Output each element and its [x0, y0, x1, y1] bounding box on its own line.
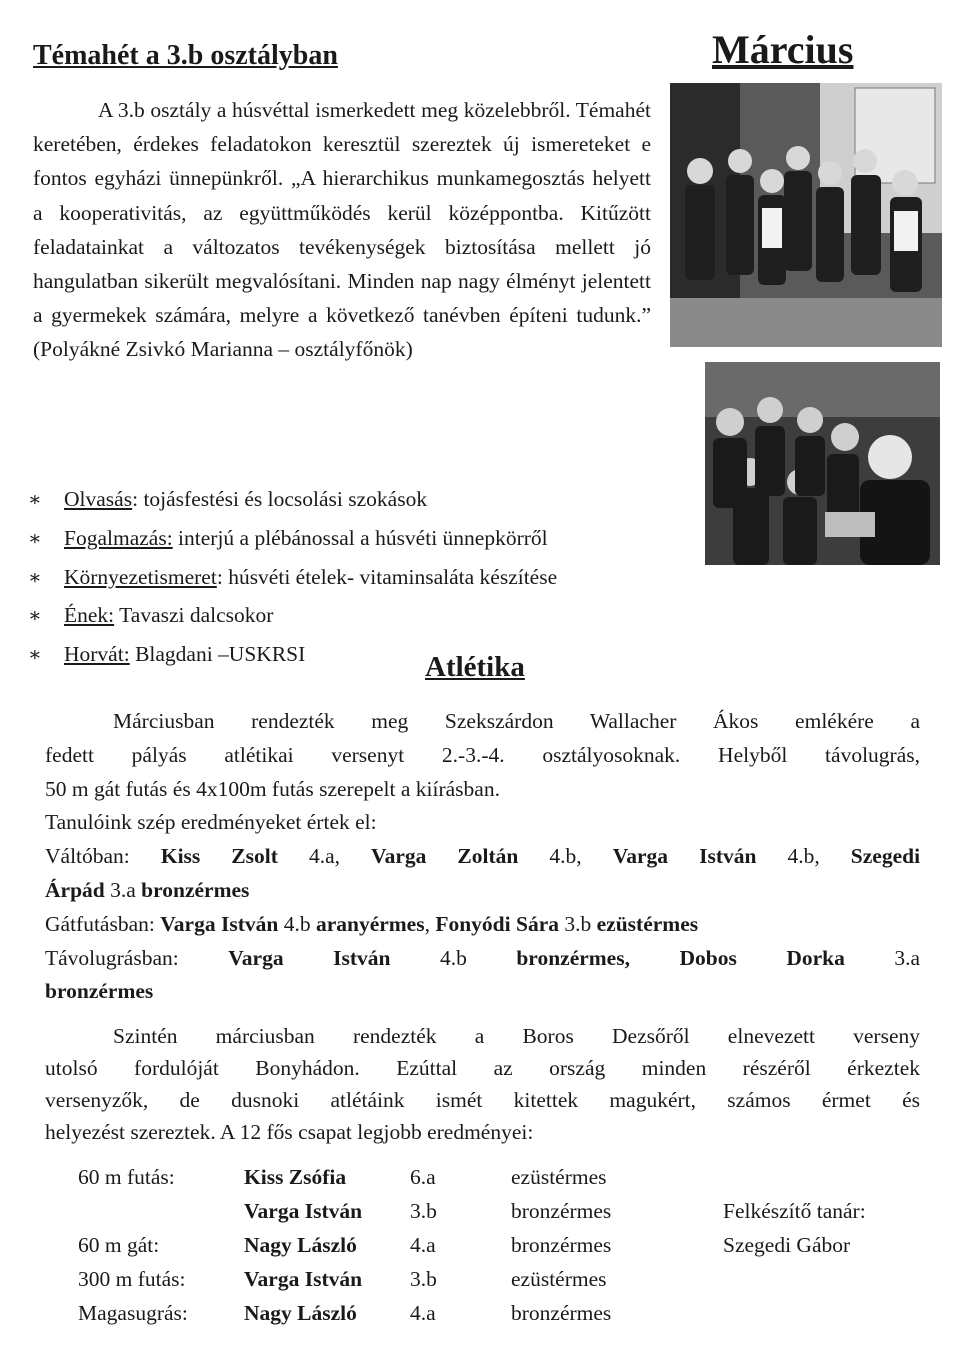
medal-label: aranyérmes — [315, 911, 425, 936]
subject-detail: interjú a plébánossal a húsvéti ünnepkörről — [172, 525, 548, 550]
subject-name: Olvasás — [64, 487, 133, 511]
class-cell: 6.a — [410, 1165, 436, 1189]
class-cell: 3.b — [410, 1199, 437, 1223]
event-label: Távolugrásban: — [45, 945, 179, 970]
athlete-cell: Nagy László — [244, 1301, 357, 1325]
class-label: 3.a — [894, 945, 921, 970]
athlete-name: Szegedi — [850, 844, 921, 869]
event-cell: Magasugrás: — [78, 1301, 188, 1325]
text-line: utolsó fordulóját Bonyhádon. Ezúttal az ország minden részéről érkeztek — [45, 1056, 920, 1080]
class-group-photo-graphic — [670, 83, 942, 347]
longjump-result-line — [45, 942, 920, 976]
class-cell: 4.a — [410, 1233, 436, 1257]
subject-name: Környezetismeret — [64, 564, 217, 589]
class-label: 4.b — [439, 945, 467, 970]
athlete-name: Varga István — [228, 945, 391, 970]
event-label: Gátfutásban: — [45, 911, 155, 936]
athletics-paragraph — [45, 705, 920, 1009]
text-line-content: Márciusban rendezték meg Szekszárdon Wallacher Ákos emlékére a — [113, 709, 920, 733]
athletics-heading: Atlétika — [425, 651, 525, 683]
text-line-content: Szintén márciusban rendezték a Boros Dezsőről elnevezett verseny — [113, 1024, 920, 1048]
medal-label: ezüstérmes — [596, 911, 699, 936]
event-label: Váltóban: — [45, 844, 130, 869]
athlete-name: Varga István — [612, 844, 757, 869]
athlete-name: Dobos Dorka — [679, 945, 845, 970]
note-cell: Szegedi Gábor — [723, 1233, 851, 1257]
asterisk-icon: ∗ — [28, 489, 42, 511]
subject-detail: tojásfestési és locsolási szokások — [138, 487, 428, 511]
medal-cell: bronzérmes — [511, 1301, 612, 1325]
text-line: fedett pályás atlétikai versenyt 2.-3.-4. osztályosoknak. Helyből távolugrás, — [45, 742, 920, 767]
athlete-name: Fonyódi Sára — [435, 911, 559, 936]
medal-label: bronzérmes — [141, 877, 250, 902]
athlete-name: Varga Zoltán — [371, 844, 519, 869]
relay-result-line — [45, 874, 920, 908]
text-line — [45, 705, 920, 739]
article-title: Témahét a 3.b osztályban — [33, 40, 338, 71]
medal-label: bronzérmes, — [516, 945, 630, 970]
event-cell: 60 m gát: — [78, 1233, 160, 1257]
medal-cell: bronzérmes — [511, 1233, 612, 1257]
class-label: 4.a, — [308, 844, 340, 869]
asterisk-icon: ∗ — [28, 644, 42, 667]
athlete-name: Árpád — [45, 877, 105, 902]
event-cell: 60 m futás: — [78, 1165, 175, 1189]
subject-detail: húsvéti ételek- vitaminsaláta készítése — [222, 564, 558, 589]
class-group-photo — [670, 83, 942, 347]
athlete-name: Kiss Zsolt — [160, 844, 278, 869]
priest-interview-photo-graphic — [705, 362, 940, 565]
athlete-name: Varga István — [160, 911, 279, 936]
asterisk-icon: ∗ — [28, 566, 42, 589]
subject-separator: : — [216, 564, 223, 589]
class-label: 4.b — [283, 911, 311, 936]
intro-text: A 3.b osztály a húsvéttal ismerkedett meg közelebbről. Témahét keretében, érdekes feladatokon keresztül szereztek új ismereteket e fontos egyházi ünnepünkről. „A hierarchikus munkamegosztás helyett a kooperativitás, az együttműködés kerül középpontba. Kitűzött feladatainkat a változatos tevékenységek biztosítása mellett jó hangulatban sikerült megvalósítani. Minden nap nagy élményt jelentett a gyermekek számára, melyre a következő tanévben építeni tudunk.” (Polyákné Zsivkó Marianna – osztályfőnök) — [33, 98, 651, 362]
text-line: versenyzők, de dusnoki atlétáink ismét kitettek magukért, számos érmet és — [45, 1088, 920, 1112]
text-line: 50 m gát futás és 4x100m futás szerepelt a kiírásban. — [45, 776, 500, 801]
medal-cell: bronzérmes — [511, 1199, 612, 1223]
athlete-cell: Nagy László — [244, 1233, 357, 1257]
medal-cell: ezüstérmes — [511, 1267, 607, 1291]
athlete-cell: Kiss Zsófia — [244, 1165, 347, 1189]
subject-name: Fogalmazás: — [64, 525, 173, 550]
asterisk-icon: ∗ — [28, 605, 42, 628]
list-item — [28, 519, 557, 558]
boros-competition-paragraph — [45, 1020, 920, 1148]
hurdles-result-line: Gátfutásban: Varga István 4.b aranyérmes, Fonyódi Sára 3.b ezüstérmes — [45, 911, 699, 936]
relay-result-line — [45, 840, 920, 874]
athlete-cell: Varga István — [244, 1267, 363, 1291]
subject-detail: Blagdani –USKRSI — [129, 642, 306, 667]
subject-name: Ének: — [64, 603, 115, 628]
class-label: 3.a — [110, 877, 136, 902]
intro-paragraph — [33, 93, 651, 367]
class-label: 4.b, — [549, 844, 582, 869]
class-label: 3.b — [564, 911, 592, 936]
subject-name: Horvát: — [64, 642, 130, 667]
class-cell: 4.a — [410, 1301, 436, 1325]
class-label: 4.b, — [787, 844, 820, 869]
list-item — [28, 558, 557, 597]
text-line: Tanulóink szép eredményeket értek el: — [45, 810, 377, 835]
priest-interview-photo — [705, 362, 940, 565]
text-line — [45, 1020, 920, 1052]
list-item — [28, 480, 557, 519]
medal-label: bronzérmes — [45, 979, 154, 1004]
subject-list — [28, 480, 557, 674]
event-cell: 300 m futás: — [78, 1267, 186, 1291]
list-item — [28, 596, 557, 635]
subject-detail: Tavaszi dalcsokor — [114, 603, 274, 628]
asterisk-icon: ∗ — [28, 527, 42, 550]
month-heading: Március — [712, 27, 854, 72]
athlete-cell: Varga István — [244, 1199, 363, 1223]
subject-separator: : — [132, 487, 139, 511]
note-cell: Felkészítő tanár: — [723, 1199, 866, 1223]
class-cell: 3.b — [410, 1267, 437, 1291]
medal-cell: ezüstérmes — [511, 1165, 607, 1189]
text-line: helyezést szereztek. A 12 fős csapat legjobb eredményei: — [45, 1120, 534, 1144]
